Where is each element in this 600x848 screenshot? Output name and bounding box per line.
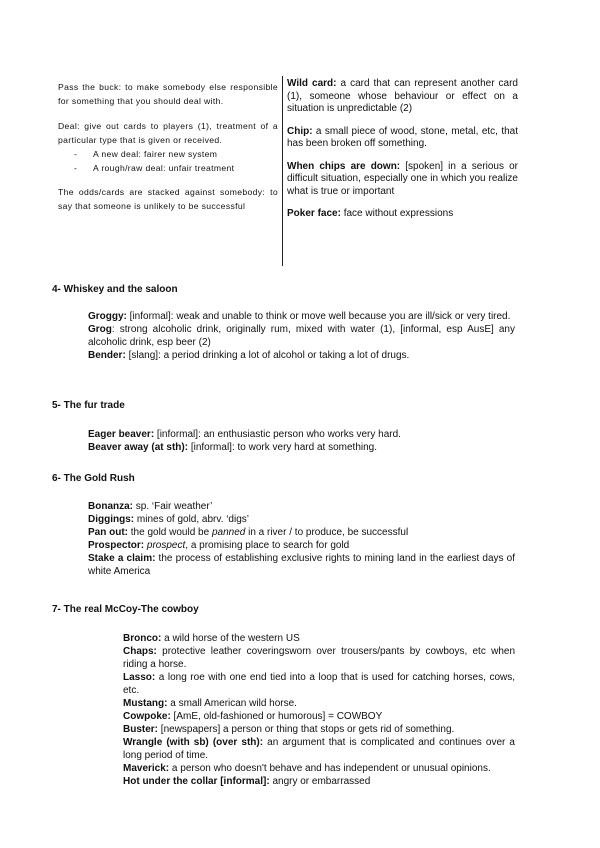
section-heading: 6- The Gold Rush <box>52 473 135 484</box>
entry-term: Pan out: <box>88 527 128 538</box>
glossary-entry <box>123 632 515 645</box>
deal-entry: Deal: give out cards to players (1), treatment of a particular type that is given or received. <box>58 121 278 145</box>
entry-definition: angry or embarrassed <box>269 776 371 787</box>
entry-definition: [informal]: an enthusiastic person who works very hard. <box>154 429 401 440</box>
entry-emphasis: panned <box>211 527 246 538</box>
card-terms-columns <box>58 76 518 266</box>
section-entries <box>88 310 515 362</box>
glossary-entry <box>88 500 515 513</box>
entry-term: Prospector: <box>88 540 145 551</box>
section-heading: 5- The fur trade <box>52 400 125 411</box>
entry-term: Bender: <box>88 350 126 361</box>
glossary-entry <box>88 513 515 526</box>
entry-term: Buster: <box>123 724 159 735</box>
entry-term: Beaver away (at sth): <box>88 442 189 453</box>
glossary-entry <box>88 323 515 349</box>
entry-definition: mines of gold, abrv. ‘digs’ <box>134 514 249 525</box>
section-heading: 7- The real McCoy-The cowboy <box>52 604 199 615</box>
list-item: - A new deal: fairer new system <box>74 147 278 161</box>
section-entries <box>88 500 515 578</box>
entry-definition: a small piece of wood, stone, metal, etc, that has been broken off something. <box>287 125 518 149</box>
poker-face-entry <box>287 208 518 221</box>
entry-term: Cowpoke: <box>123 711 171 722</box>
glossary-entry <box>123 710 515 723</box>
entry-definition: : strong alcoholic drink, originally rum, mixed with water (1), [informal, esp AusE] any alcoholic drink, esp beer (2) <box>88 324 515 348</box>
entry-definition: sp. ‘Fair weather’ <box>133 501 213 512</box>
entry-term: Groggy: <box>88 311 127 322</box>
entry-term: Lasso: <box>123 672 156 683</box>
glossary-entry <box>123 723 515 736</box>
entry-term: Maverick: <box>123 763 170 774</box>
entry-term: Bronco: <box>123 633 162 644</box>
entry-definition: a long roe with one end tied into a loop that is used for catching horses, cows, etc. <box>123 672 515 696</box>
entry-definition: in a river / to produce, be successful <box>245 527 409 538</box>
entry-definition: face without expressions <box>340 208 454 219</box>
entry-definition: a wild horse of the western US <box>161 633 300 644</box>
entry-definition: a card that can represent another card (1), someone whose behaviour or effect on a situation is unpredictable (2) <box>287 78 518 114</box>
entry-definition: [newspapers] a person or thing that stops or gets rid of something. <box>158 724 455 735</box>
odds-entry: The odds/cards are stacked against somebody: to say that someone is unlikely to be successful <box>58 187 278 211</box>
glossary-entry <box>88 428 515 441</box>
entry-term: Stake a claim: <box>88 553 156 564</box>
glossary-entry <box>88 310 515 323</box>
entry-definition: [informal]: to work very hard at something. <box>188 442 378 453</box>
glossary-entry <box>88 526 515 539</box>
when-chips-down-entry <box>287 161 518 199</box>
entry-term: Diggings: <box>88 514 135 525</box>
entry-term: Bonanza: <box>88 501 133 512</box>
entry-definition: an argument that is complicated and continues over a long period of time. <box>123 737 515 761</box>
entry-definition: [slang]: a period drinking a lot of alcohol or taking a lot of drugs. <box>125 350 410 361</box>
glossary-entry <box>123 762 515 775</box>
entry-definition: a small American wild horse. <box>167 698 297 709</box>
entry-term: Chip: <box>287 125 313 137</box>
entry-definition: , a promising place to search for gold <box>185 540 350 551</box>
deal-list <box>74 147 278 175</box>
wild-card-entry <box>287 78 518 116</box>
glossary-entry <box>88 539 515 552</box>
entry-term: When chips are down: <box>287 160 401 172</box>
entry-definition: [AmE, old-fashioned or humorous] = COWBOY <box>170 711 383 722</box>
left-column <box>58 80 278 213</box>
entry-definition: [spoken] in a serious or difficult situation, especially one in which you realize what is true or important <box>287 160 518 197</box>
glossary-entry <box>123 671 515 697</box>
entry-definition: protective leather coveringsworn over trousers/pants by cowboys, etc when riding a horse. <box>123 646 515 670</box>
glossary-entry <box>123 775 515 788</box>
column-divider <box>282 76 283 266</box>
glossary-entry <box>88 441 515 454</box>
entry-term: Wild card: <box>287 78 337 89</box>
glossary-entry <box>123 736 515 762</box>
entry-term: Chaps: <box>123 646 157 657</box>
entry-term: Hot under the collar [informal]: <box>123 776 270 787</box>
entry-term: Wrangle (with sb) (over sth): <box>123 737 264 748</box>
section-entries <box>88 428 515 454</box>
entry-term: Eager beaver: <box>88 429 155 440</box>
entry-definition: a person who doesn't behave and has independent or unusual opinions. <box>169 763 491 774</box>
entry-emphasis: prospect <box>146 540 186 551</box>
right-column <box>287 78 518 221</box>
entry-term: Mustang: <box>123 698 168 709</box>
glossary-entry <box>88 552 515 578</box>
entry-definition: the gold would be <box>128 527 212 538</box>
chip-entry <box>287 126 518 151</box>
entry-term: Poker face: <box>287 208 341 219</box>
glossary-entry <box>88 349 515 362</box>
glossary-entry <box>123 645 515 671</box>
entry-term: Grog <box>88 324 112 335</box>
entry-definition: [informal]: weak and unable to think or move well because you are ill/sick or very tired. <box>126 311 511 322</box>
section-heading: 4- Whiskey and the saloon <box>52 284 178 295</box>
list-item: - A rough/raw deal: unfair treatment <box>74 161 278 175</box>
entry-definition: the process of establishing exclusive rights to mining land in the earliest days of white America <box>88 553 515 577</box>
glossary-entry <box>123 697 515 710</box>
section-entries <box>123 632 515 788</box>
pass-the-buck-entry: Pass the buck: to make somebody else responsible for something that you should deal with. <box>58 82 278 106</box>
